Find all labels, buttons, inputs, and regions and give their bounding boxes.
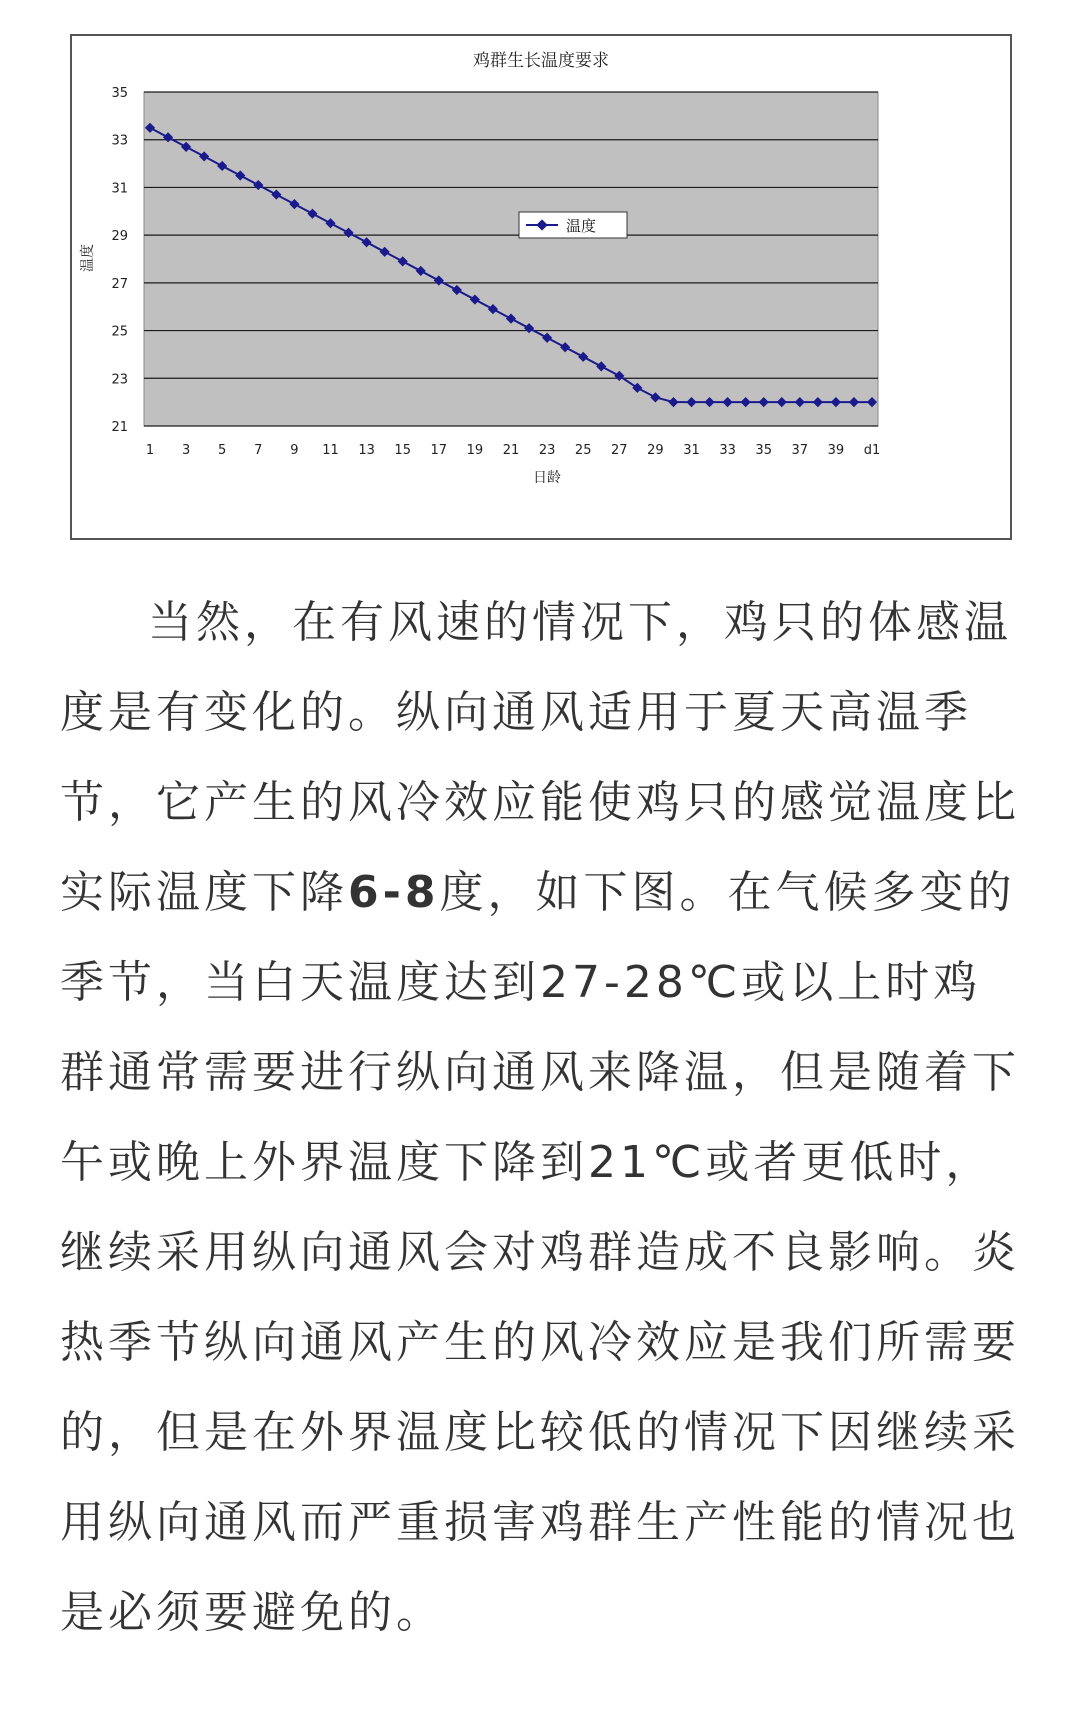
article-text-part2: 度，如下图。在气候多变的季节，当白天温度达到27-28℃或以上时鸡群通常需要进行纵向通风来降温，但是随着下午或晚上外界温度下降到21℃或者更低时，继续采用纵向通风会对鸡群造成不良影响。炎热季节纵向通风产生的风冷效应是我们所需要的，但是在外界温度比较低的情况下因继续采用纵向通风而严重损害鸡群生产性能的情况也是必须要避免的。 bbox=[60, 867, 1020, 1638]
article-text bbox=[60, 578, 1020, 1658]
x-tick-label: 35 bbox=[755, 443, 772, 458]
x-tick-label: 1 bbox=[145, 443, 155, 458]
x-tick-label: 19 bbox=[466, 443, 484, 458]
y-tick-label: 29 bbox=[111, 229, 128, 245]
y-tick-label: 25 bbox=[111, 324, 128, 340]
x-tick-label: 3 bbox=[181, 443, 191, 458]
article-text-bold: 6-8 bbox=[348, 867, 440, 918]
x-tick-label: 25 bbox=[574, 443, 592, 458]
legend bbox=[519, 212, 627, 238]
y-tick-label: 21 bbox=[111, 420, 128, 435]
legend-label: 温度 bbox=[566, 217, 597, 235]
chart-frame bbox=[70, 34, 1012, 540]
article-paragraph bbox=[60, 578, 1020, 1658]
x-tick-label: 33 bbox=[719, 443, 736, 458]
x-axis-label: 日龄 bbox=[533, 470, 561, 486]
article-text-part1: 当然，在有风速的情况下，鸡只的体感温度是有变化的。纵向通风适用于夏天高温季节，它产生的风冷效应能使鸡只的感觉温度比实际温度下降 bbox=[60, 597, 1020, 918]
x-tick-label: d1 bbox=[863, 443, 881, 458]
x-tick-label: 21 bbox=[502, 443, 520, 458]
y-tick-label: 31 bbox=[111, 181, 128, 197]
x-tick-label: 37 bbox=[791, 443, 809, 458]
x-tick-label: 15 bbox=[394, 443, 411, 458]
x-tick-label: 23 bbox=[538, 443, 556, 458]
x-tick-label: 13 bbox=[358, 443, 375, 458]
plot-area bbox=[144, 92, 878, 426]
chart-title: 鸡群生长温度要求 bbox=[473, 51, 609, 71]
y-tick-label: 27 bbox=[111, 276, 128, 292]
x-tick-label: 17 bbox=[430, 443, 448, 458]
x-tick-label: 9 bbox=[290, 443, 299, 458]
line-chart bbox=[72, 36, 1010, 538]
x-tick-label: 39 bbox=[827, 443, 845, 458]
x-tick-label: 31 bbox=[683, 443, 700, 458]
y-axis-label: 温度 bbox=[80, 244, 96, 272]
x-tick-label: 29 bbox=[647, 443, 664, 458]
x-tick-label: 5 bbox=[218, 443, 227, 458]
x-tick-label: 7 bbox=[254, 443, 263, 458]
x-tick-label: 11 bbox=[322, 443, 339, 458]
y-tick-label: 35 bbox=[111, 86, 128, 101]
x-tick-label: 27 bbox=[611, 443, 628, 458]
y-tick-label: 23 bbox=[111, 372, 128, 388]
y-tick-label: 33 bbox=[111, 133, 128, 149]
